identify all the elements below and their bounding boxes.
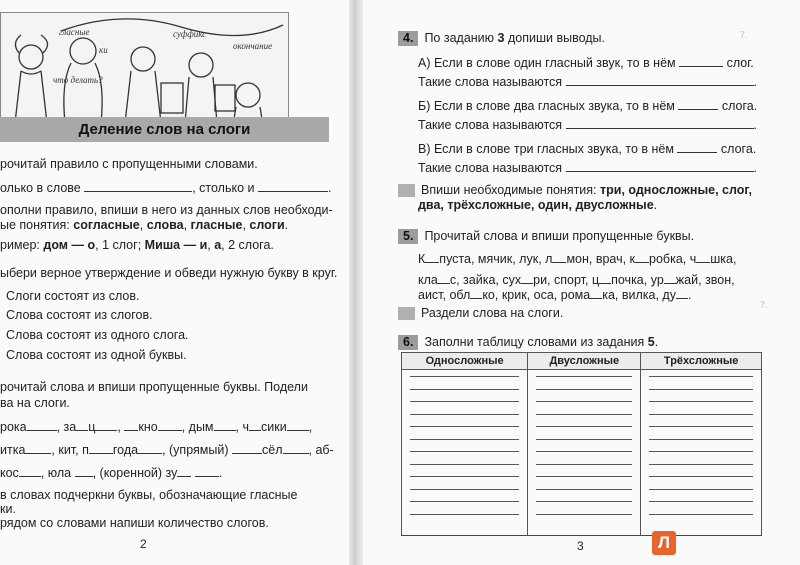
conclusion-a: А) Если в слове один гласный звук, то в нём слог. [418, 56, 754, 70]
task-number: 6. [398, 335, 418, 350]
blank[interactable] [195, 465, 219, 477]
blank[interactable] [677, 141, 717, 153]
task-4-heading: 4. По заданию 3 допиши выводы. [398, 31, 605, 46]
task-number: 5. [398, 229, 418, 244]
blank[interactable] [425, 251, 439, 263]
blank[interactable] [95, 419, 117, 431]
blank[interactable] [664, 272, 676, 284]
workbook-spread: гласные суффикс окончание что делать? ки Деление слов на слоги рочитай правило с пропущенными словами. олько в слове , столько и . ополни правило, впиши в него из данных слов необходи- ые понятия: согласные, слова, гласные, слоги. ример: дом — о, 1 слог; Миша — и, а, 2 слога. ыбери верное утверждение и обведи нужную букву в круг. Слоги состоят из слов. Слова состоят из слогов. Слова состоят из одного слога. Слова состоят из одной буквы. рочитай слова и впиши пропущенные буквы. Подели ва на слоги. рока , за ц , кно , дым , ч сики , итка , кит, п года , (упрямый) сёл , аб- кос , юла , (коренной) зу . в словах подчеркни буквы, обозначающие гласные ки. рядом со словами напиши количество слогов. 2 7. 7. 4. По заданию 3 допиши выводы. А) Если в слове один гласный звук, то в нём слог. Такие слова называются . Б) Если в слове два гласных звука, то в нём слога. Такие слова называются . В) Если в слове три гласных звука, то в нём слога. Такие слова называются . Впиши необходимые понятия: три, односложные, слог, два, трёхсложные, один, двусложные. 5. Прочитай слова и впиши пропущенные буквы. К пуста, мячик, лук, л мон, врач, к робка, ч шка, кла с, зайка, сух ри, спорт, ц почка, ур жай, звон, аист, обл ко, крик, оса, рома ка, вилка, ду . Раздели слова на слоги. 6. Заполни таблицу словами из задания 5. Односложные Двусложные Трёхсложные 3 Л [0, 0, 800, 565]
option-a[interactable]: Слоги состоят из слов. [6, 289, 140, 303]
blank[interactable] [232, 442, 262, 454]
concepts-line: ые понятия: согласные, слова, гласные, слоги. [0, 218, 289, 232]
conclusion-b: Б) Если в слове два гласных звука, то в нём слога. [418, 99, 758, 113]
task-3-text: ыбери верное утверждение и обведи нужную букву в круг. [0, 266, 338, 280]
word-line-1: рока , за ц , кно , дым , ч сики , [0, 420, 313, 434]
conclusion-b-name: Такие слова называются . [418, 118, 758, 132]
marker-box [398, 307, 415, 320]
publisher-logo-icon: Л [652, 531, 676, 555]
blank[interactable] [89, 442, 113, 454]
blank[interactable] [19, 465, 41, 477]
illustration-word: гласные [59, 27, 90, 37]
column-header-two-syllable: Двусложные [528, 353, 641, 370]
column-cell-three-syllable[interactable] [641, 370, 762, 536]
blank[interactable] [590, 287, 602, 299]
conclusion-a-name: Такие слова называются . [418, 75, 758, 89]
blank[interactable] [566, 160, 754, 172]
children-drawing-icon [1, 13, 288, 125]
blank[interactable] [696, 251, 710, 263]
blank[interactable] [521, 272, 533, 284]
book-gutter [349, 0, 363, 565]
blank[interactable] [76, 419, 88, 431]
illustration-word: суффикс [173, 29, 207, 39]
blank[interactable] [552, 251, 566, 263]
word-line-2: итка , кит, п года , (упрямый) сёл , аб- [0, 443, 334, 457]
children-illustration [0, 12, 289, 126]
task-4-text: рочитай слова и впиши пропущенные буквы. Подели [0, 380, 308, 394]
blank[interactable] [27, 419, 57, 431]
page-number-left: 2 [140, 537, 147, 551]
blank[interactable] [470, 287, 482, 299]
blank[interactable] [138, 442, 162, 454]
blank[interactable] [287, 419, 309, 431]
blank[interactable] [438, 272, 450, 284]
task-1-text: рочитай правило с пропущенными словами. [0, 157, 258, 171]
blank[interactable] [249, 419, 261, 431]
task-6-heading: 6. Заполни таблицу словами из задания 5. [398, 335, 658, 350]
blank[interactable] [75, 465, 93, 477]
task-2-text: ополни правило, впиши в него из данных слов необходи- [0, 203, 333, 217]
blank[interactable] [676, 287, 688, 299]
blank[interactable] [566, 74, 754, 86]
task-number: 4. [398, 31, 418, 46]
illustration-word: окончание [233, 41, 273, 51]
words-line-3: аист, обл ко, крик, оса, рома ка, вилка, ду . [418, 288, 692, 302]
example-line: ример: дом — о, 1 слог; Миша — и, а, 2 слога. [0, 238, 274, 252]
blank[interactable] [158, 419, 182, 431]
illustration-word: ки [99, 45, 108, 55]
split-instruction: Раздели слова на слоги. [398, 306, 563, 321]
blank[interactable] [84, 180, 192, 192]
blank[interactable] [283, 442, 309, 454]
option-c[interactable]: Слова состоят из одного слога. [6, 328, 189, 342]
column-header-one-syllable: Односложные [402, 353, 528, 370]
task-5-heading: 5. Прочитай слова и впиши пропущенные буквы. [398, 229, 694, 244]
blank[interactable] [25, 442, 51, 454]
blank[interactable] [679, 55, 723, 67]
rule-line: олько в слове , столько и . [0, 181, 332, 195]
word-line-3: кос , юла , (коренной) зу . [0, 466, 223, 480]
concepts-list: два, трёхсложные, один, двусложные. [418, 198, 658, 212]
lesson-heading: Деление слов на слоги [0, 117, 329, 142]
blank[interactable] [566, 117, 754, 129]
task-5-text: в словах подчеркни буквы, обозначающие гласные [0, 488, 298, 502]
blank[interactable] [599, 272, 611, 284]
words-line-1: К пуста, мячик, лук, л мон, врач, к робка, ч шка, [418, 252, 737, 266]
syllables-table [401, 352, 762, 536]
column-cell-one-syllable[interactable] [402, 370, 528, 536]
task-5-text-3: рядом со словами напиши количество слогов. [0, 516, 269, 530]
conclusion-c: В) Если в слове три гласных звука, то в нём слога. [418, 142, 757, 156]
blank[interactable] [177, 465, 191, 477]
column-cell-two-syllable[interactable] [528, 370, 641, 536]
blank[interactable] [678, 98, 718, 110]
illustration-word: что делать? [53, 75, 103, 85]
blank[interactable] [214, 419, 236, 431]
task-5-text-2: ки. [0, 502, 16, 516]
option-d[interactable]: Слова состоят из одной буквы. [6, 348, 187, 362]
concepts-instruction: Впиши необходимые понятия: три, односложные, слог, [398, 183, 752, 198]
task-4-text-2: ва на слоги. [0, 396, 70, 410]
conclusion-c-name: Такие слова называются . [418, 161, 758, 175]
blank[interactable] [258, 180, 328, 192]
column-header-three-syllable: Трёхсложные [641, 353, 762, 370]
words-line-2: кла с, зайка, сух ри, спорт, ц почка, ур жай, звон, [418, 273, 735, 287]
blank[interactable] [635, 251, 649, 263]
blank[interactable] [124, 419, 138, 431]
marker-box [398, 184, 415, 197]
option-b[interactable]: Слова состоят из слогов. [6, 308, 153, 322]
left-page [0, 0, 349, 565]
page-number-right: 3 [577, 539, 584, 553]
